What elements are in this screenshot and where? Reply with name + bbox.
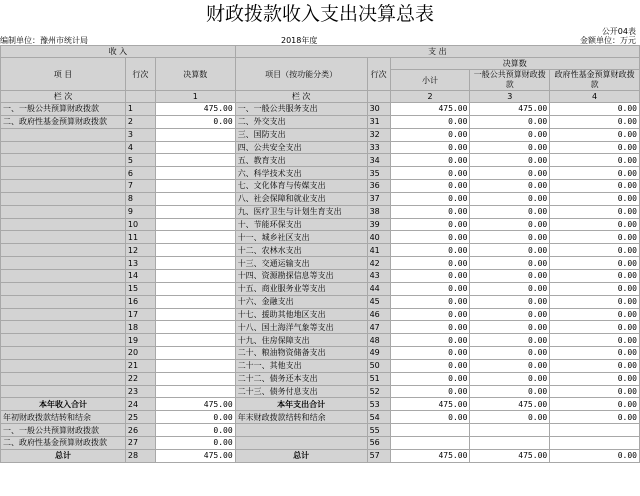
- income-row-no: 2: [125, 115, 155, 128]
- income-row-no: 16: [125, 295, 155, 308]
- expense-subtotal: 0.00: [390, 244, 470, 257]
- expense-item: 总计: [235, 449, 367, 462]
- income-amount: 0.00: [155, 411, 235, 424]
- expense-general-budget: 0.00: [470, 205, 550, 218]
- expense-section-header: 支 出: [235, 46, 639, 58]
- expense-subtotal: 0.00: [390, 205, 470, 218]
- income-item: [1, 205, 126, 218]
- col-label-right: 栏 次: [235, 91, 367, 103]
- expense-row-no: 34: [367, 154, 390, 167]
- income-item: 年初财政拨款结转和结余: [1, 411, 126, 424]
- report-title: 财政拨款收入支出决算总表: [205, 3, 434, 25]
- fund-budget-header: 政府性基金预算财政拨款: [550, 70, 640, 91]
- income-section-header: 收 入: [1, 46, 236, 58]
- income-item: 本年收入合计: [1, 398, 126, 411]
- expense-general-budget: 475.00: [470, 398, 550, 411]
- income-row-no: 25: [125, 411, 155, 424]
- expense-general-budget: 0.00: [470, 244, 550, 257]
- expense-subtotal: 0.00: [390, 308, 470, 321]
- expense-fund-budget: 0.00: [550, 359, 640, 372]
- expense-general-budget: 0.00: [470, 308, 550, 321]
- expense-row-no: 31: [367, 115, 390, 128]
- income-row-no: 9: [125, 205, 155, 218]
- income-row-no: 10: [125, 218, 155, 231]
- item-header: 项 目: [1, 58, 126, 91]
- income-amount: [155, 347, 235, 360]
- income-amount: [155, 231, 235, 244]
- expense-general-budget: 0.00: [470, 128, 550, 141]
- expense-subtotal: 0.00: [390, 167, 470, 180]
- income-item: [1, 359, 126, 372]
- expense-item: 六、科学技术支出: [235, 167, 367, 180]
- table-row: [1, 308, 640, 321]
- income-row-no: 8: [125, 192, 155, 205]
- expense-fund-budget: 0.00: [550, 282, 640, 295]
- income-amount: 0.00: [155, 424, 235, 437]
- expense-general-budget: 0.00: [470, 218, 550, 231]
- income-row-no: 23: [125, 385, 155, 398]
- expense-fund-budget: 0.00: [550, 103, 640, 116]
- expense-subtotal: 0.00: [390, 372, 470, 385]
- income-item: [1, 244, 126, 257]
- income-row-no: 1: [125, 103, 155, 116]
- table-row: [1, 231, 640, 244]
- expense-row-no: 53: [367, 398, 390, 411]
- budget-summary-table: [0, 45, 640, 463]
- expense-item: 三、国防支出: [235, 128, 367, 141]
- table-row: [1, 103, 640, 116]
- func-item-header: 项目（按功能分类）: [235, 58, 367, 91]
- table-row: [1, 385, 640, 398]
- income-item: 二、政府性基金预算财政拨款: [1, 436, 126, 449]
- table-row: [1, 295, 640, 308]
- expense-fund-budget: 0.00: [550, 231, 640, 244]
- expense-fund-budget: 0.00: [550, 372, 640, 385]
- income-row-no: 27: [125, 436, 155, 449]
- expense-general-budget: 0.00: [470, 154, 550, 167]
- expense-row-no: 47: [367, 321, 390, 334]
- expense-fund-budget: 0.00: [550, 385, 640, 398]
- expense-subtotal: [390, 424, 470, 437]
- expense-row-no: 46: [367, 308, 390, 321]
- income-item: [1, 180, 126, 193]
- amount-header: 决算数: [155, 58, 235, 91]
- expense-subtotal: 0.00: [390, 154, 470, 167]
- income-row-no: 7: [125, 180, 155, 193]
- expense-fund-budget: 0.00: [550, 167, 640, 180]
- expense-general-budget: 0.00: [470, 115, 550, 128]
- expense-fund-budget: 0.00: [550, 141, 640, 154]
- expense-row-no: 51: [367, 372, 390, 385]
- income-amount: [155, 372, 235, 385]
- income-amount: 0.00: [155, 436, 235, 449]
- expense-row-no: 43: [367, 269, 390, 282]
- income-item: [1, 282, 126, 295]
- income-amount: [155, 154, 235, 167]
- expense-item: 五、教育支出: [235, 154, 367, 167]
- income-row-no: 21: [125, 359, 155, 372]
- expense-fund-budget: 0.00: [550, 398, 640, 411]
- final-amount-header: 决算数: [390, 58, 639, 70]
- expense-general-budget: 475.00: [470, 449, 550, 462]
- expense-row-no: 48: [367, 334, 390, 347]
- expense-general-budget: 0.00: [470, 295, 550, 308]
- income-row-no: 28: [125, 449, 155, 462]
- table-row: [1, 334, 640, 347]
- expense-item: 十二、农林水支出: [235, 244, 367, 257]
- table-row: [1, 257, 640, 270]
- expense-general-budget: [470, 424, 550, 437]
- expense-item: 九、医疗卫生与计划生育支出: [235, 205, 367, 218]
- expense-subtotal: 0.00: [390, 231, 470, 244]
- table-row: [1, 128, 640, 141]
- income-item: [1, 154, 126, 167]
- expense-row-no: 35: [367, 167, 390, 180]
- col-blank-right: [367, 91, 390, 103]
- expense-row-no: 38: [367, 205, 390, 218]
- col-label-left: 栏 次: [1, 91, 126, 103]
- expense-row-no: 49: [367, 347, 390, 360]
- expense-row-no: 36: [367, 180, 390, 193]
- expense-item: 本年支出合计: [235, 398, 367, 411]
- expense-fund-budget: 0.00: [550, 205, 640, 218]
- expense-item: 二十二、债务还本支出: [235, 372, 367, 385]
- expense-subtotal: 0.00: [390, 347, 470, 360]
- income-item: [1, 192, 126, 205]
- expense-fund-budget: 0.00: [550, 192, 640, 205]
- right-row-no-header: 行次: [367, 58, 390, 91]
- table-row: [1, 321, 640, 334]
- expense-fund-budget: 0.00: [550, 334, 640, 347]
- expense-row-no: 40: [367, 231, 390, 244]
- expense-row-no: 42: [367, 257, 390, 270]
- table-row: [1, 205, 640, 218]
- income-amount: [155, 257, 235, 270]
- currency-unit: 金额单位：万元: [580, 36, 636, 45]
- expense-row-no: 52: [367, 385, 390, 398]
- expense-row-no: 33: [367, 141, 390, 154]
- table-row: [1, 424, 640, 437]
- expense-item: 十六、金融支出: [235, 295, 367, 308]
- income-row-no: 6: [125, 167, 155, 180]
- income-row-no: 15: [125, 282, 155, 295]
- expense-row-no: 45: [367, 295, 390, 308]
- expense-item: 十四、资源勘探信息等支出: [235, 269, 367, 282]
- income-amount: [155, 308, 235, 321]
- table-row: [1, 347, 640, 360]
- expense-fund-budget: 0.00: [550, 295, 640, 308]
- expense-general-budget: 0.00: [470, 359, 550, 372]
- income-item: [1, 128, 126, 141]
- income-row-no: 18: [125, 321, 155, 334]
- expense-subtotal: 475.00: [390, 398, 470, 411]
- expense-subtotal: 0.00: [390, 385, 470, 398]
- expense-fund-budget: 0.00: [550, 154, 640, 167]
- expense-row-no: 55: [367, 424, 390, 437]
- income-amount: [155, 334, 235, 347]
- income-row-no: 26: [125, 424, 155, 437]
- expense-general-budget: 475.00: [470, 103, 550, 116]
- expense-item: 年末财政拨款结转和结余: [235, 411, 367, 424]
- expense-subtotal: 0.00: [390, 257, 470, 270]
- income-row-no: 3: [125, 128, 155, 141]
- income-item: 总计: [1, 449, 126, 462]
- general-budget-header: 一般公共预算财政拨款: [470, 70, 550, 91]
- expense-item: 十五、商业服务业等支出: [235, 282, 367, 295]
- expense-item: 八、社会保障和就业支出: [235, 192, 367, 205]
- expense-item: [235, 424, 367, 437]
- expense-general-budget: 0.00: [470, 334, 550, 347]
- expense-row-no: 37: [367, 192, 390, 205]
- income-row-no: 12: [125, 244, 155, 257]
- table-row: [1, 218, 640, 231]
- expense-fund-budget: 0.00: [550, 218, 640, 231]
- expense-subtotal: 0.00: [390, 269, 470, 282]
- expense-row-no: 39: [367, 218, 390, 231]
- expense-subtotal: 475.00: [390, 103, 470, 116]
- expense-general-budget: 0.00: [470, 372, 550, 385]
- expense-fund-budget: 0.00: [550, 257, 640, 270]
- expense-general-budget: 0.00: [470, 141, 550, 154]
- income-row-no: 17: [125, 308, 155, 321]
- expense-item: 二、外交支出: [235, 115, 367, 128]
- expense-general-budget: 0.00: [470, 231, 550, 244]
- expense-item: 二十、粮油物资储备支出: [235, 347, 367, 360]
- income-item: 二、政府性基金预算财政拨款: [1, 115, 126, 128]
- expense-fund-budget: [550, 436, 640, 449]
- expense-item: 一、一般公共服务支出: [235, 103, 367, 116]
- expense-row-no: 30: [367, 103, 390, 116]
- expense-item: 十三、交通运输支出: [235, 257, 367, 270]
- expense-item: 二十三、债务付息支出: [235, 385, 367, 398]
- income-item: [1, 231, 126, 244]
- expense-subtotal: 0.00: [390, 115, 470, 128]
- table-row: [1, 141, 640, 154]
- expense-subtotal: 0.00: [390, 334, 470, 347]
- income-row-no: 11: [125, 231, 155, 244]
- expense-fund-budget: [550, 424, 640, 437]
- expense-item: 十一、城乡社区支出: [235, 231, 367, 244]
- expense-row-no: 50: [367, 359, 390, 372]
- income-row-no: 24: [125, 398, 155, 411]
- income-item: [1, 257, 126, 270]
- expense-fund-budget: 0.00: [550, 128, 640, 141]
- expense-general-budget: 0.00: [470, 282, 550, 295]
- income-amount: [155, 282, 235, 295]
- income-amount: [155, 244, 235, 257]
- expense-fund-budget: 0.00: [550, 321, 640, 334]
- expense-fund-budget: 0.00: [550, 347, 640, 360]
- table-row: [1, 269, 640, 282]
- form-code: 公开04表: [601, 27, 636, 36]
- income-amount: 475.00: [155, 449, 235, 462]
- table-row: [1, 180, 640, 193]
- table-row: [1, 282, 640, 295]
- income-amount: 0.00: [155, 115, 235, 128]
- income-row-no: 19: [125, 334, 155, 347]
- income-amount: [155, 321, 235, 334]
- income-row-no: 22: [125, 372, 155, 385]
- income-row-no: 20: [125, 347, 155, 360]
- income-item: 一、一般公共预算财政拨款: [1, 424, 126, 437]
- expense-item: 四、公共安全支出: [235, 141, 367, 154]
- expense-general-budget: 0.00: [470, 167, 550, 180]
- expense-general-budget: 0.00: [470, 180, 550, 193]
- expense-general-budget: 0.00: [470, 347, 550, 360]
- expense-item: 十九、住房保障支出: [235, 334, 367, 347]
- income-amount: [155, 167, 235, 180]
- expense-general-budget: 0.00: [470, 411, 550, 424]
- table-row: [1, 359, 640, 372]
- income-item: [1, 218, 126, 231]
- table-row: [1, 436, 640, 449]
- table-row: [1, 167, 640, 180]
- expense-item: 二十一、其他支出: [235, 359, 367, 372]
- col-number-3: 3: [470, 91, 550, 103]
- income-item: 一、一般公共预算财政拨款: [1, 103, 126, 116]
- expense-subtotal: 0.00: [390, 321, 470, 334]
- income-item: [1, 372, 126, 385]
- expense-fund-budget: 0.00: [550, 244, 640, 257]
- income-item: [1, 321, 126, 334]
- subtotal-header: 小计: [390, 70, 470, 91]
- table-row: [1, 398, 640, 411]
- income-amount: [155, 385, 235, 398]
- expense-subtotal: 0.00: [390, 128, 470, 141]
- income-item: [1, 385, 126, 398]
- expense-fund-budget: 0.00: [550, 411, 640, 424]
- table-row: [1, 244, 640, 257]
- expense-general-budget: [470, 436, 550, 449]
- col-number-2: 2: [390, 91, 470, 103]
- income-row-no: 4: [125, 141, 155, 154]
- expense-row-no: 41: [367, 244, 390, 257]
- income-amount: [155, 205, 235, 218]
- table-row: [1, 115, 640, 128]
- income-amount: [155, 192, 235, 205]
- expense-item: 十八、国土海洋气象等支出: [235, 321, 367, 334]
- expense-subtotal: 475.00: [390, 449, 470, 462]
- expense-subtotal: 0.00: [390, 359, 470, 372]
- expense-general-budget: 0.00: [470, 385, 550, 398]
- income-item: [1, 167, 126, 180]
- income-row-no: 13: [125, 257, 155, 270]
- income-amount: [155, 295, 235, 308]
- income-row-no: 5: [125, 154, 155, 167]
- expense-general-budget: 0.00: [470, 321, 550, 334]
- expense-row-no: 54: [367, 411, 390, 424]
- income-item: [1, 269, 126, 282]
- expense-subtotal: 0.00: [390, 180, 470, 193]
- expense-general-budget: 0.00: [470, 192, 550, 205]
- income-amount: 475.00: [155, 398, 235, 411]
- col-number-1: 1: [155, 91, 235, 103]
- expense-general-budget: 0.00: [470, 257, 550, 270]
- table-row: [1, 154, 640, 167]
- table-row: [1, 449, 640, 462]
- expense-subtotal: 0.00: [390, 295, 470, 308]
- income-amount: [155, 141, 235, 154]
- compiling-unit: 编制单位：豫州市统计局: [0, 36, 88, 45]
- income-amount: 475.00: [155, 103, 235, 116]
- col-blank-left: [125, 91, 155, 103]
- expense-subtotal: [390, 436, 470, 449]
- fiscal-year: 2018年度: [281, 36, 318, 45]
- expense-item: 七、文化体育与传媒支出: [235, 180, 367, 193]
- expense-fund-budget: 0.00: [550, 308, 640, 321]
- expense-row-no: 57: [367, 449, 390, 462]
- income-amount: [155, 180, 235, 193]
- income-item: [1, 347, 126, 360]
- expense-general-budget: 0.00: [470, 269, 550, 282]
- income-item: [1, 295, 126, 308]
- expense-fund-budget: 0.00: [550, 180, 640, 193]
- income-amount: [155, 128, 235, 141]
- expense-subtotal: 0.00: [390, 141, 470, 154]
- row-no-header: 行次: [125, 58, 155, 91]
- expense-subtotal: 0.00: [390, 218, 470, 231]
- expense-item: 十、节能环保支出: [235, 218, 367, 231]
- expense-row-no: 56: [367, 436, 390, 449]
- expense-item: [235, 436, 367, 449]
- expense-fund-budget: 0.00: [550, 115, 640, 128]
- income-item: [1, 141, 126, 154]
- table-row: [1, 372, 640, 385]
- table-row: [1, 192, 640, 205]
- expense-row-no: 32: [367, 128, 390, 141]
- income-item: [1, 334, 126, 347]
- expense-subtotal: 0.00: [390, 192, 470, 205]
- income-amount: [155, 359, 235, 372]
- expense-row-no: 44: [367, 282, 390, 295]
- col-number-4: 4: [550, 91, 640, 103]
- income-amount: [155, 269, 235, 282]
- expense-subtotal: 0.00: [390, 282, 470, 295]
- income-row-no: 14: [125, 269, 155, 282]
- expense-fund-budget: 0.00: [550, 269, 640, 282]
- income-item: [1, 308, 126, 321]
- income-amount: [155, 218, 235, 231]
- expense-item: 十七、援助其他地区支出: [235, 308, 367, 321]
- expense-subtotal: 0.00: [390, 411, 470, 424]
- table-row: [1, 411, 640, 424]
- expense-fund-budget: 0.00: [550, 449, 640, 462]
